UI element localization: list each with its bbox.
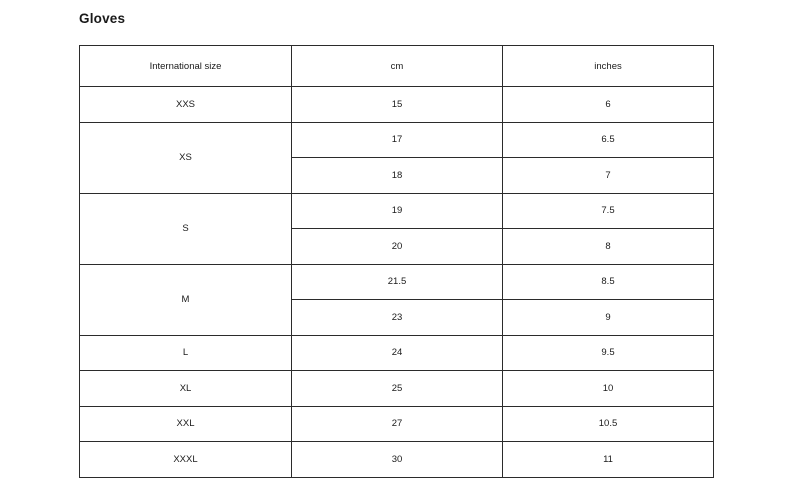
- column-header-cm: cm: [292, 46, 503, 87]
- column-header-international-size: International size: [80, 46, 292, 87]
- cell-inches: 7.5: [503, 193, 714, 229]
- table-row: [80, 87, 714, 123]
- cell-inches: 8.5: [503, 264, 714, 300]
- table-row: [80, 193, 714, 229]
- cell-cm: 23: [292, 300, 503, 336]
- cell-international-size: S: [80, 193, 292, 264]
- cell-inches: 9: [503, 300, 714, 336]
- cell-inches: 6.5: [503, 122, 714, 158]
- cell-international-size: XXXL: [80, 442, 292, 478]
- cell-inches: 11: [503, 442, 714, 478]
- size-table-container: [79, 45, 713, 478]
- table-header: [80, 46, 714, 87]
- cell-cm: 21.5: [292, 264, 503, 300]
- cell-cm: 18: [292, 158, 503, 194]
- page-title: Gloves: [79, 11, 126, 26]
- cell-inches: 6: [503, 87, 714, 123]
- table-row: [80, 442, 714, 478]
- table-row: [80, 122, 714, 158]
- table-body: [80, 87, 714, 478]
- cell-inches: 10.5: [503, 406, 714, 442]
- table-header-row: [80, 46, 714, 87]
- table-row: [80, 406, 714, 442]
- cell-inches: 9.5: [503, 335, 714, 371]
- cell-international-size: XL: [80, 371, 292, 407]
- cell-inches: 7: [503, 158, 714, 194]
- table-row: [80, 264, 714, 300]
- cell-cm: 17: [292, 122, 503, 158]
- column-header-inches: inches: [503, 46, 714, 87]
- table-row: [80, 335, 714, 371]
- cell-international-size: M: [80, 264, 292, 335]
- cell-cm: 27: [292, 406, 503, 442]
- cell-international-size: XXS: [80, 87, 292, 123]
- cell-cm: 20: [292, 229, 503, 265]
- cell-inches: 10: [503, 371, 714, 407]
- cell-cm: 15: [292, 87, 503, 123]
- cell-inches: 8: [503, 229, 714, 265]
- cell-cm: 24: [292, 335, 503, 371]
- cell-cm: 25: [292, 371, 503, 407]
- cell-cm: 30: [292, 442, 503, 478]
- cell-international-size: XXL: [80, 406, 292, 442]
- cell-cm: 19: [292, 193, 503, 229]
- cell-international-size: L: [80, 335, 292, 371]
- size-table: [79, 45, 714, 478]
- cell-international-size: XS: [80, 122, 292, 193]
- table-row: [80, 371, 714, 407]
